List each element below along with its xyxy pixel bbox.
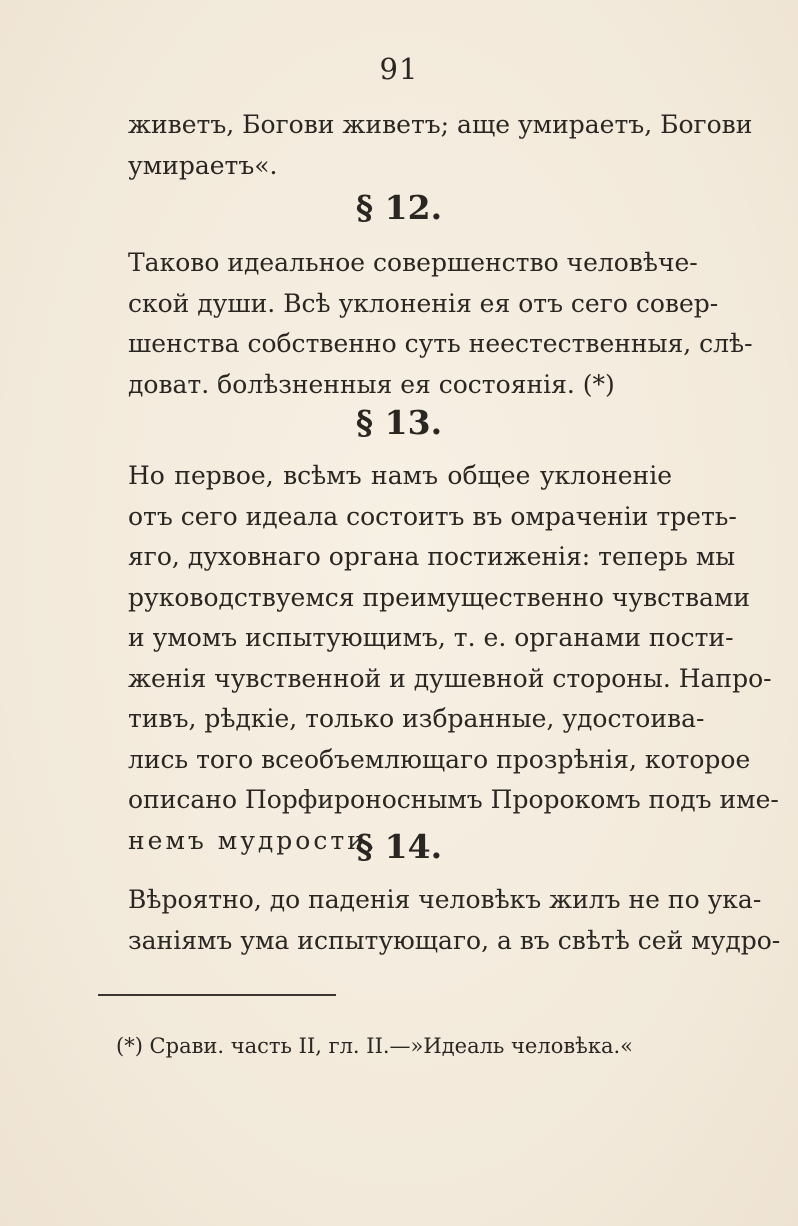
page-number: 91 [379, 52, 419, 86]
text-line: руководствуемся преимущественно чувствами [128, 582, 751, 612]
section-heading-14: § 14. [355, 827, 443, 866]
text-line: тивъ, рѣдкіе, только избранные, удостоива- [128, 704, 705, 733]
text-line: описано Порфироноснымъ Пророкомъ подъ име- [128, 785, 779, 814]
text-line: Вѣроятно, до паденія человѣкъ жилъ не по ука- [128, 885, 762, 914]
text-line: лись того всеобъемлющаго прозрѣнія, которое [128, 744, 751, 774]
text-line: заніямъ ума испытующаго, а въ свѣтѣ сей мудро- [128, 925, 781, 955]
text-line: Таково идеальное совершенство человѣче- [128, 248, 698, 277]
text-line: немъ мудрости. [128, 825, 378, 855]
text-line: доват. болѣзненныя ея состоянія. (*) [128, 369, 615, 399]
text-line: ской души. Всѣ уклоненія ея отъ сего совер- [128, 288, 719, 318]
text-line: женія чувственной и душевной стороны. Напро- [128, 663, 772, 693]
footnote: (*) Срави. часть II, гл. II.—»Идеаль человѣка.« [116, 1034, 633, 1058]
text-line: шенства собственно суть неестественныя, слѣ- [128, 329, 753, 358]
text-line: яго, духовнаго органа постиженія: теперь мы [128, 542, 736, 571]
paragraph-continuation [128, 105, 753, 186]
footnote-divider [98, 994, 336, 996]
text-line: Но первое, всѣмъ намъ общее уклоненіе [128, 461, 672, 490]
section-heading-12: § 12. [355, 188, 443, 227]
section-12-text [128, 243, 753, 405]
text-line: живетъ, Богови живетъ; аще умираетъ, Богови [128, 110, 753, 139]
text-line: и умомъ испытующимъ, т. е. органами пости- [128, 623, 734, 652]
section-13-text [128, 456, 779, 861]
text-line: отъ сего идеала состоитъ въ омраченіи треть- [128, 501, 737, 531]
section-14-text [128, 880, 781, 961]
section-heading-13: § 13. [355, 403, 443, 442]
text-line: умираетъ«. [128, 150, 278, 180]
